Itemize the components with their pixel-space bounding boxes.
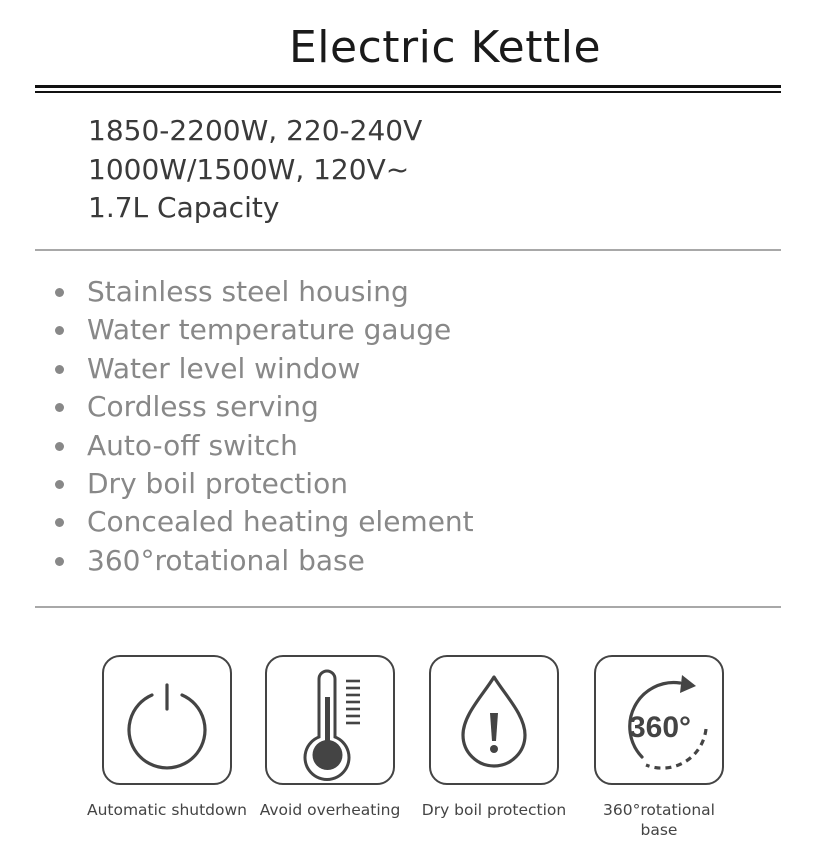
- icon-label: 360°rotational base: [603, 801, 715, 839]
- rotation-360-icon: [596, 657, 721, 782]
- rotation-360-icon-tile: [594, 655, 724, 785]
- title-divider-bottom: [35, 91, 781, 93]
- specs-list: [88, 112, 422, 228]
- feature-label: Dry boil protection: [87, 467, 348, 501]
- bullet-icon: [55, 480, 64, 489]
- icon-label: Avoid overheating: [259, 801, 401, 819]
- thermometer-icon-tile: [265, 655, 395, 785]
- power-icon: [104, 657, 229, 782]
- spec-item: 1000W/1500W, 120V~: [88, 152, 410, 186]
- water-drop-warning-icon: [431, 657, 556, 782]
- section-divider: [35, 606, 781, 608]
- feature-label: Water temperature gauge: [87, 313, 452, 347]
- feature-item: [50, 350, 474, 388]
- feature-item: [50, 503, 474, 541]
- feature-label: Auto-off switch: [87, 428, 298, 462]
- bullet-icon: [55, 557, 64, 566]
- bullet-icon: [55, 518, 64, 527]
- feature-label: Concealed heating element: [87, 505, 474, 539]
- bullet-icon: [55, 403, 64, 412]
- feature-item: [50, 273, 474, 311]
- feature-item: [50, 311, 474, 349]
- feature-label: Cordless serving: [87, 390, 319, 424]
- spec-item: 1850-2200W, 220-240V: [88, 114, 423, 147]
- icon-label: Dry boil protection: [421, 801, 567, 819]
- icon-label: Automatic shutdown: [86, 801, 248, 819]
- feature-label: Stainless steel housing: [87, 275, 409, 308]
- thermometer-icon: [267, 657, 392, 782]
- power-icon-tile: [102, 655, 232, 785]
- feature-item: [50, 427, 474, 465]
- bullet-icon: [55, 365, 64, 374]
- rotation-360-badge: 360°: [628, 711, 692, 744]
- bullet-icon: [55, 442, 64, 451]
- bullet-icon: [55, 288, 64, 297]
- feature-item: [50, 388, 474, 426]
- title-divider-top: [35, 85, 781, 88]
- section-divider: [35, 249, 781, 251]
- feature-label: Water level window: [87, 351, 361, 385]
- feature-item: [50, 465, 474, 503]
- features-list: [50, 273, 474, 580]
- bullet-icon: [55, 326, 64, 335]
- page-title: Electric Kettle: [288, 22, 602, 73]
- feature-item: [50, 542, 474, 580]
- feature-label: 360°rotational base: [87, 543, 365, 577]
- spec-item: 1.7L Capacity: [88, 191, 280, 224]
- water-drop-warning-icon-tile: [429, 655, 559, 785]
